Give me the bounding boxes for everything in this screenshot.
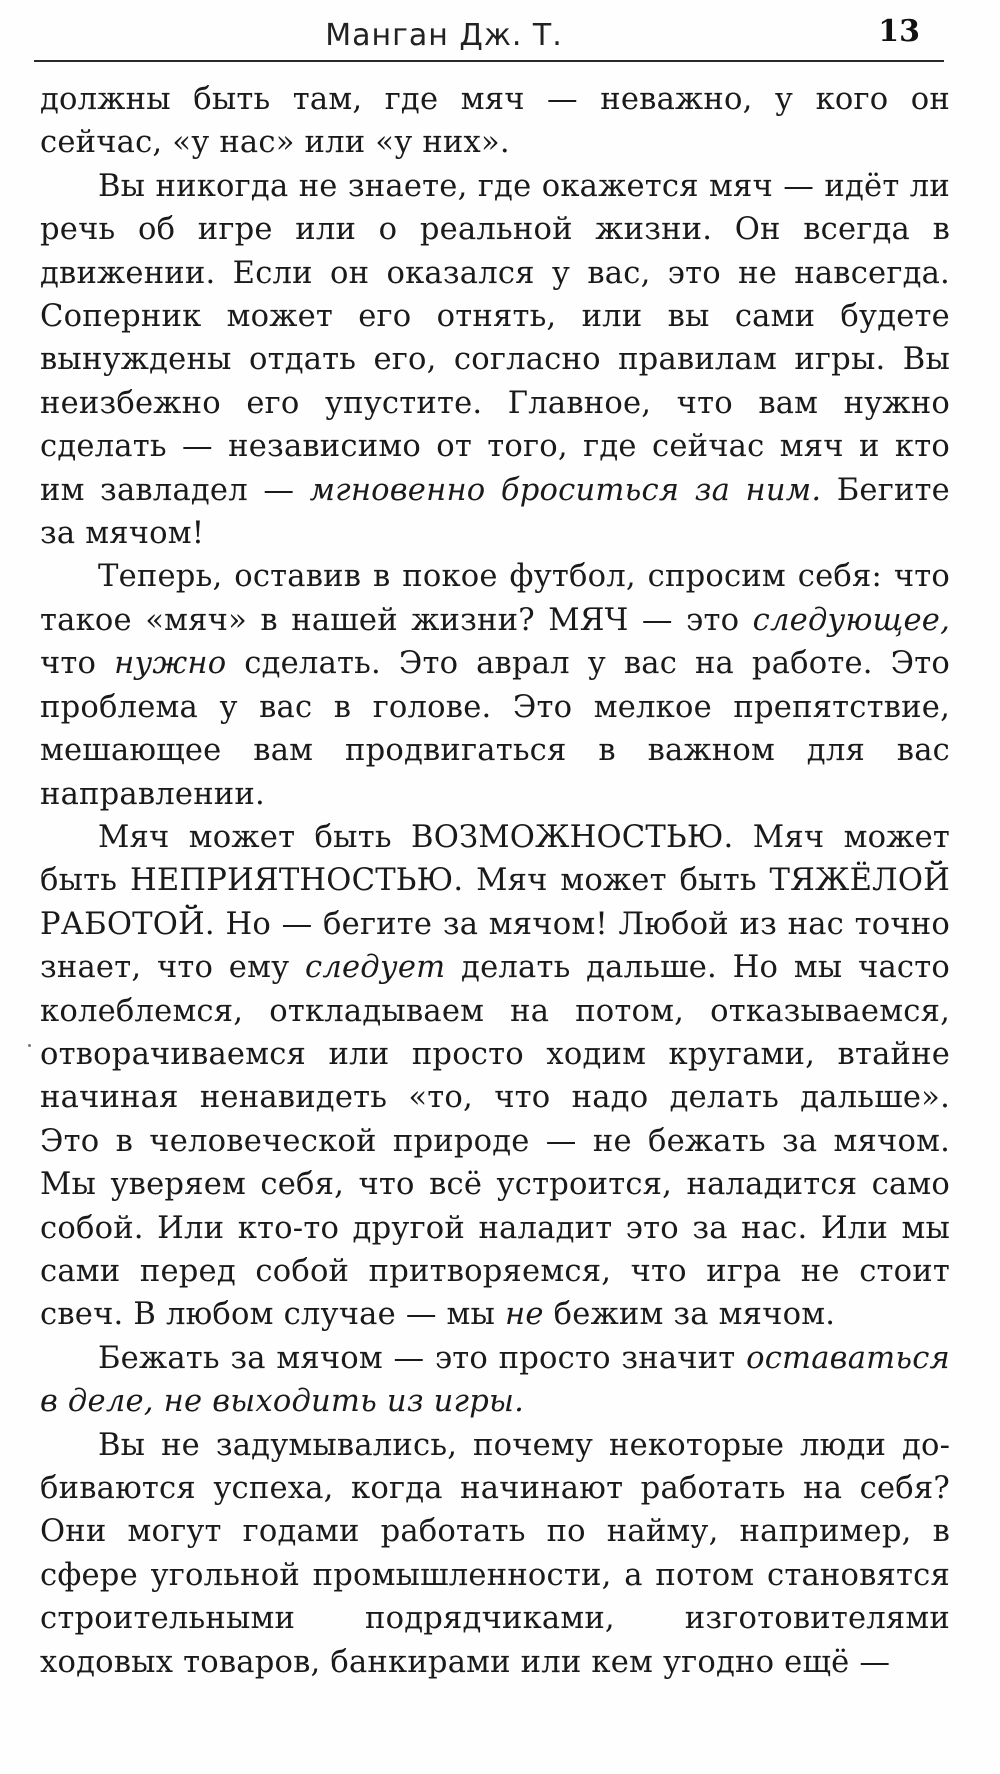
paragraph-text: Вы не задумывались, почему некоторые люди добиваются успеха, когда начинают работать на себя? Они могут годами работать по найму, например, в сфере угольной промышленности, а потом становятся строительными подрядчиками, изготовителями ходовых товаров, банкирами или кем угодно ещё — [40,1427,950,1680]
running-title: Манган Дж. Т. [325,18,563,53]
paragraph-4 [40,816,950,1337]
paragraph-text: делать дальше. Но мы часто колеблемся, откладываем на потом, отказываемся, отворачиваемся или просто ходим кругами, втайне начиная ненавидеть «то, что надо делать дальше». Это в человеческой природе — не бежать за мячом. Мы уверяем себя, что всё устроится, наладится само собой. Или кто-то другой наладит это за нас. Или мы сами перед собой притворяемся, что игра не стоит свеч. В любом случае — мы [40,950,950,1333]
italic-emphasis: оставаться в деле, не выходить из игры. [40,1340,950,1420]
italic-emphasis: следующее, [752,602,950,638]
body-text [40,78,950,1684]
paragraph-5 [40,1337,950,1424]
paragraph-3 [40,555,950,815]
italic-emphasis: нужно [114,646,227,682]
italic-emphasis: не [505,1297,544,1333]
paragraph-2 [40,165,950,556]
paragraph-1 [40,78,950,165]
paragraph-text: бежим за мячом. [543,1297,836,1333]
paragraph-text: сделать. Это аврал у вас на работе. Это проблема у вас в голове. Это мелкое препятствие, мешающее вам продвигаться в важном для вас направлении. [40,646,950,812]
italic-emphasis: следует [304,950,446,986]
paragraph-text: должны быть там, где мяч — неважно, у кого он сейчас, «у нас» или «у них». [40,82,950,161]
paragraph-text: Теперь, оставив в покое футбол, спросим себя: что такое «мяч» в нашей жизни? МЯЧ — это [40,559,950,638]
paragraph-text: Бегите за мячом! [40,472,950,552]
scan-speck [28,1044,31,1047]
page-number: 13 [878,14,920,49]
paragraph-text: Мяч может быть ВОЗМОЖНОСТЬЮ. Мяч может быть НЕПРИЯТНОСТЬЮ. Мяч может быть ТЯЖЁЛОЙ РАБОТОЙ. Но — бегите за мячом! Любой из нас точно знает, что ему [40,819,950,986]
paragraph-text: что [40,646,115,682]
paragraph-text: Вы никогда не знаете, где окажется мяч — идёт ли речь об игре или о реальной жизни. Он всегда в движении. Если он оказался у вас, это не навсегда. Соперник может его отнять, или вы сами будете вынуждены отдать его, согласно правилам игры. Вы неизбежно его упустите. Главное, что вам нужно сделать — независимо от того, где сейчас мяч и кто им завладел — [40,168,950,508]
running-header [34,8,944,62]
paragraph-text: Бежать за мячом — это просто значит [98,1340,747,1376]
italic-emphasis: мгновенно броситься за ним. [309,472,822,508]
paragraph-6 [40,1424,950,1684]
